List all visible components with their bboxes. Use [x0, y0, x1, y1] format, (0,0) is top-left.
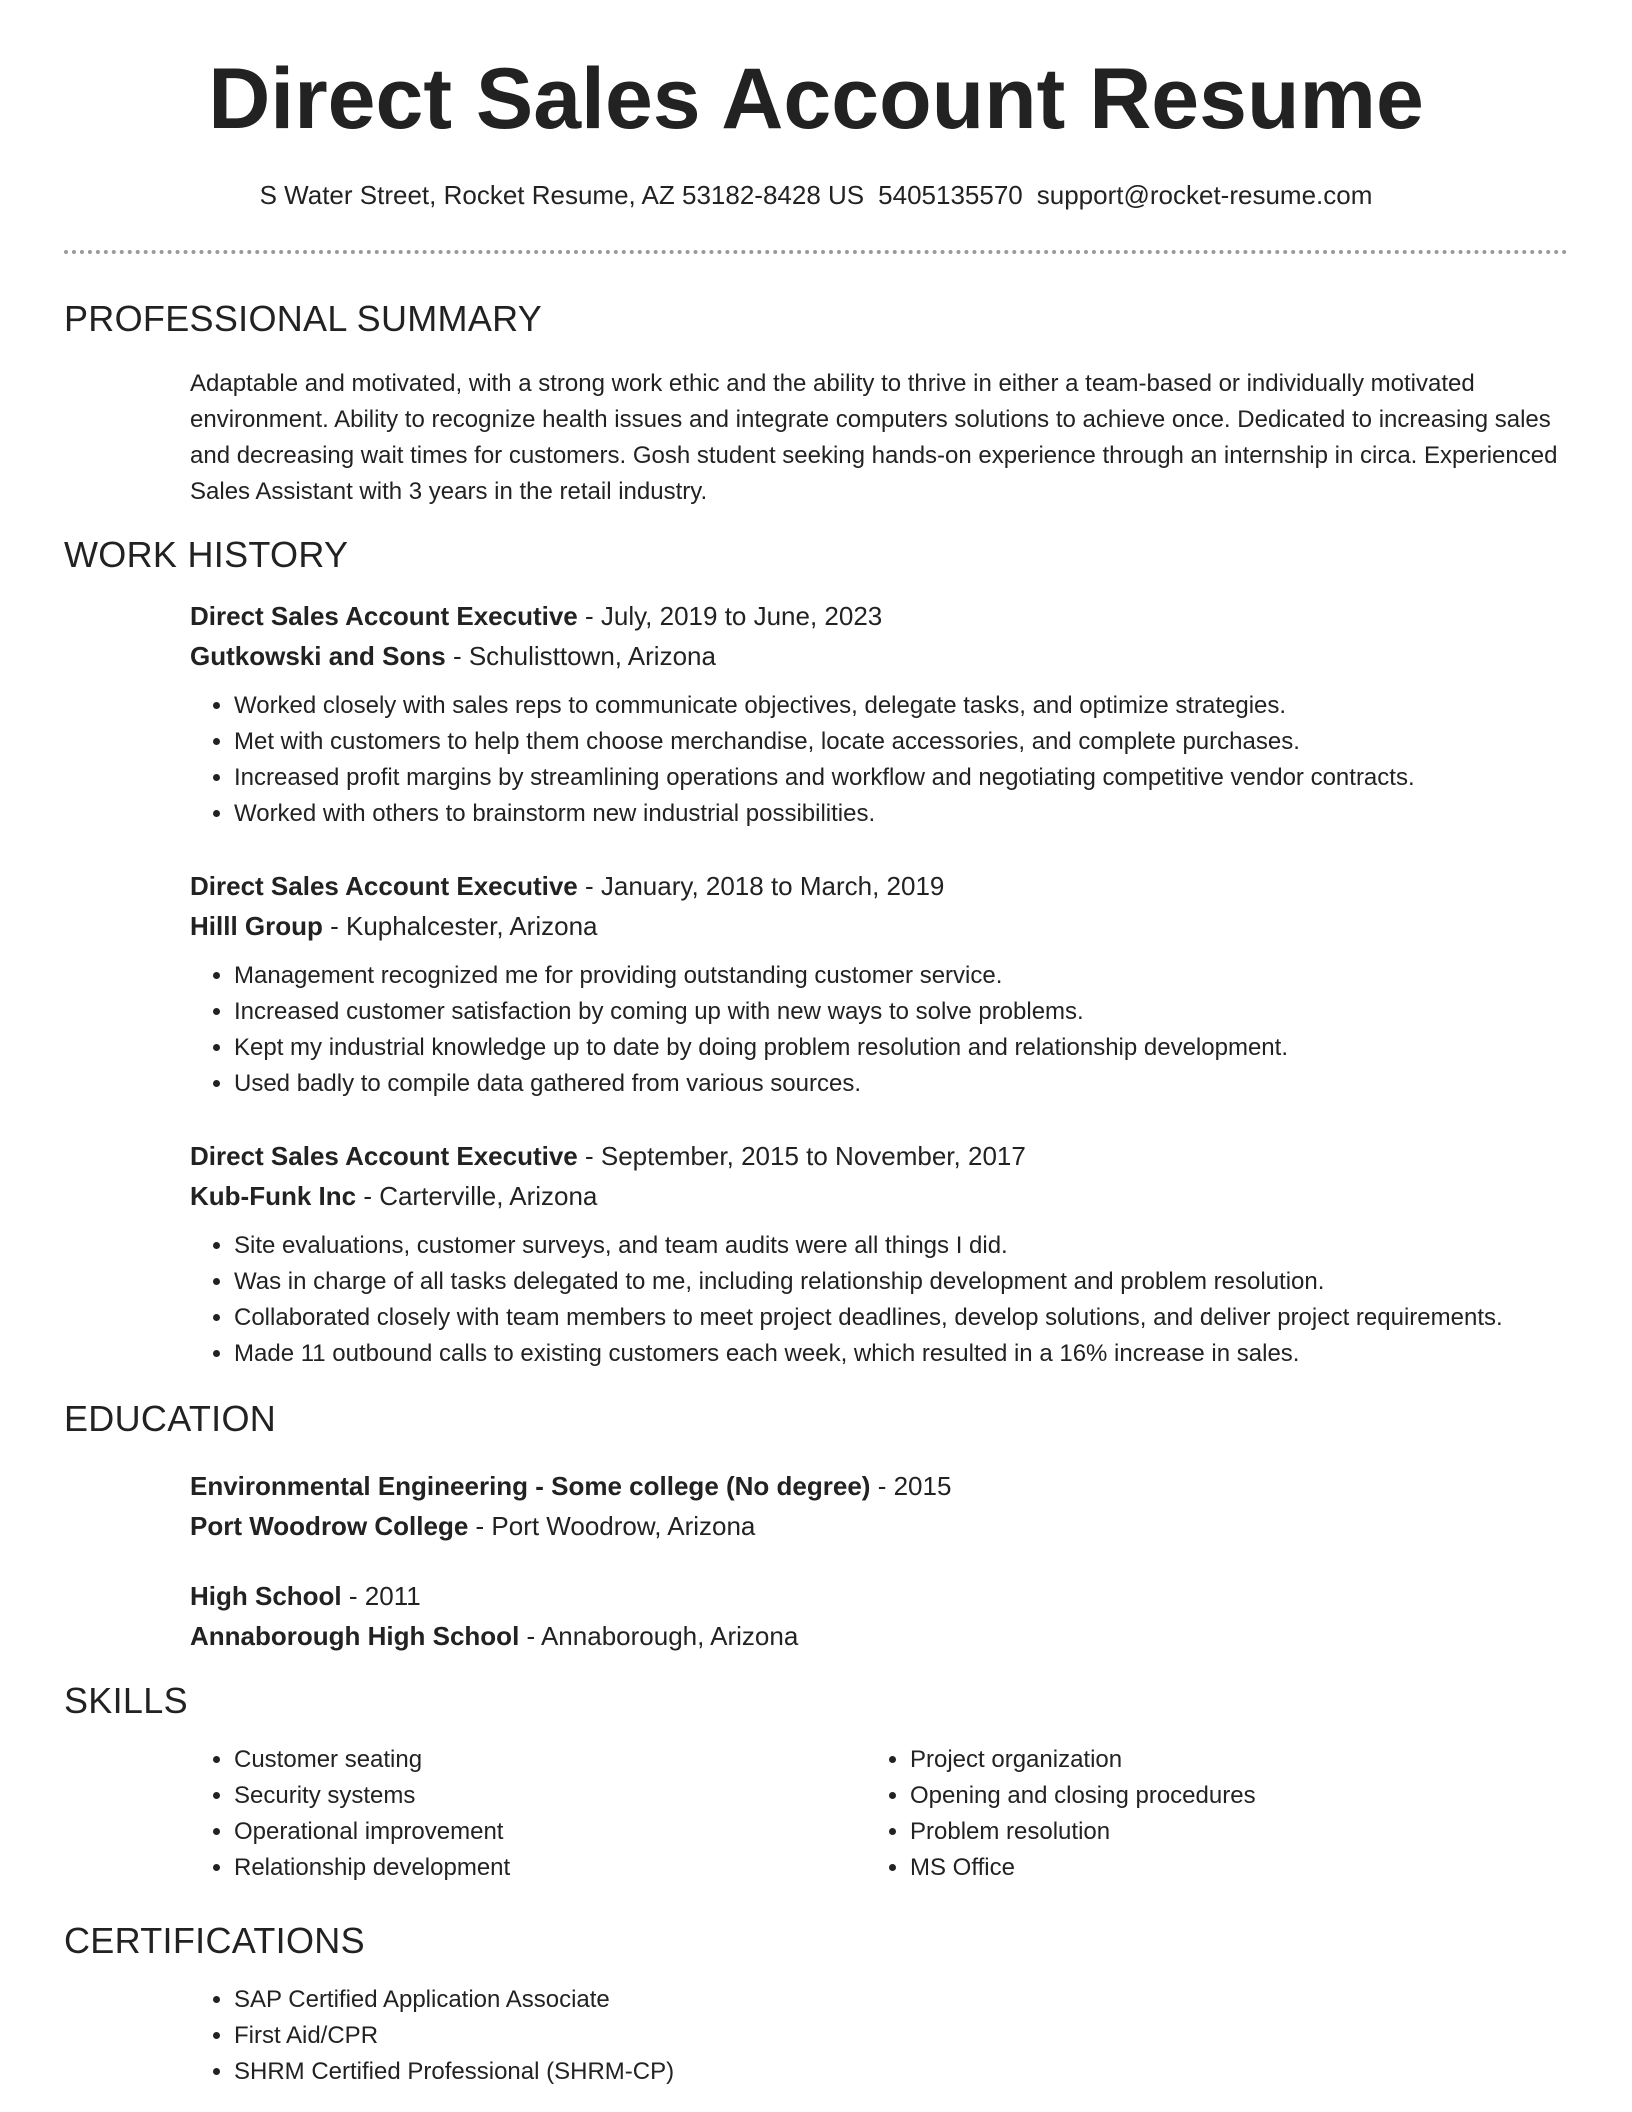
- section-title-certifications: CERTIFICATIONS: [64, 1920, 365, 1961]
- skill-item: • Operational improvement: [234, 1814, 830, 1850]
- section-title-summary: PROFESSIONAL SUMMARY: [64, 298, 543, 339]
- education-entry: [190, 1466, 1580, 1546]
- skills-list: [190, 1742, 830, 1886]
- job-role: Direct Sales Account Executive: [190, 601, 578, 631]
- job-bullet: • Site evaluations, customer surveys, and team audits were all things I did.: [234, 1228, 1580, 1264]
- job-bullet: • Used badly to compile data gathered from various sources.: [234, 1066, 1580, 1102]
- education-school-line: [190, 1506, 1580, 1546]
- job-bullet: • Worked with others to brainstorm new industrial possibilities.: [234, 796, 1580, 832]
- job-bullet: • Increased profit margins by streamlining operations and workflow and negotiating competitive vendor contracts.: [234, 760, 1580, 796]
- skill-item: • Project organization: [910, 1742, 1506, 1778]
- education-school: Annaborough High School: [190, 1621, 520, 1651]
- summary-text: Adaptable and motivated, with a strong work ethic and the ability to thrive in either a team-based or individually motivated environment. Ability to recognize health issues and integrate computers solutions to achieve once. Dedicated to increasing sales and decreasing wait times for customers. Gosh student seeking hands-on experience through an internship in circa. Experienced Sales Assistant with 3 years in the retail industry.: [190, 370, 1558, 505]
- job-bullet: • Increased customer satisfaction by coming up with new ways to solve problems.: [234, 994, 1580, 1030]
- job-company: Kub-Funk Inc: [190, 1181, 357, 1211]
- job-bullet: • Was in charge of all tasks delegated to me, including relationship development and problem resolution.: [234, 1264, 1580, 1300]
- job-bullets: [190, 1228, 1580, 1372]
- education-school-line: [190, 1616, 1580, 1656]
- job-role-line: [190, 866, 1580, 906]
- education-year: - 2015: [870, 1471, 952, 1501]
- certification-item: • SAP Certified Application Associate: [234, 1982, 1090, 2018]
- job-bullet: • Made 11 outbound calls to existing customers each week, which resulted in a 16% increase in sales.: [234, 1336, 1580, 1372]
- job-dates: - January, 2018 to March, 2019: [577, 871, 945, 901]
- skills-column-right: [866, 1742, 1506, 1886]
- contact-phone: 5405135570: [878, 180, 1023, 210]
- header-divider: [64, 250, 1568, 254]
- job-company: Hilll Group: [190, 911, 323, 941]
- certification-item: • SHRM Certified Professional (SHRM-CP): [234, 2054, 1090, 2090]
- skill-item: • Opening and closing procedures: [910, 1778, 1506, 1814]
- job-bullet: • Met with customers to help them choose merchandise, locate accessories, and complete purchases.: [234, 724, 1580, 760]
- contact-address: S Water Street, Rocket Resume, AZ 53182-8428 US: [259, 180, 865, 210]
- job-bullet: • Management recognized me for providing outstanding customer service.: [234, 958, 1580, 994]
- contact-email: support@rocket-resume.com: [1036, 180, 1373, 210]
- job-role: Direct Sales Account Executive: [190, 1141, 578, 1171]
- job-company: Gutkowski and Sons: [190, 641, 446, 671]
- job-bullet: • Collaborated closely with team members to meet project deadlines, develop solutions, and deliver project requirements.: [234, 1300, 1580, 1336]
- section-title-work-history: WORK HISTORY: [64, 534, 349, 575]
- education-school: Port Woodrow College: [190, 1511, 469, 1541]
- contact-line: [0, 180, 1632, 211]
- skill-item: • Problem resolution: [910, 1814, 1506, 1850]
- skill-item: • Customer seating: [234, 1742, 830, 1778]
- job-company-line: [190, 636, 1580, 676]
- job-bullets: [190, 688, 1580, 832]
- job-company-line: [190, 906, 1580, 946]
- education-degree: High School: [190, 1581, 342, 1611]
- education-degree-line: [190, 1466, 1580, 1506]
- certification-item: • First Aid/CPR: [234, 2018, 1090, 2054]
- job-role: Direct Sales Account Executive: [190, 871, 578, 901]
- skills-column-left: [190, 1742, 830, 1886]
- job-location: - Carterville, Arizona: [356, 1181, 598, 1211]
- job-entry: [190, 1136, 1580, 1372]
- skills-list: [866, 1742, 1506, 1886]
- job-role-line: [190, 1136, 1580, 1176]
- education-location: - Annaborough, Arizona: [519, 1621, 799, 1651]
- job-dates: - September, 2015 to November, 2017: [577, 1141, 1026, 1171]
- job-entry: [190, 596, 1580, 832]
- job-role-line: [190, 596, 1580, 636]
- education-entry: [190, 1576, 1580, 1656]
- job-bullet: • Kept my industrial knowledge up to date by doing problem resolution and relationship development.: [234, 1030, 1580, 1066]
- job-entry: [190, 866, 1580, 1102]
- education-degree: Environmental Engineering - Some college (No degree): [190, 1471, 871, 1501]
- section-title-skills: SKILLS: [64, 1680, 188, 1721]
- skill-item: • Security systems: [234, 1778, 830, 1814]
- certifications-list: [190, 1982, 1090, 2090]
- job-location: - Schulisttown, Arizona: [445, 641, 716, 671]
- education-year: - 2011: [341, 1581, 421, 1611]
- education-location: - Port Woodrow, Arizona: [468, 1511, 756, 1541]
- job-company-line: [190, 1176, 1580, 1216]
- section-title-education: EDUCATION: [64, 1398, 277, 1439]
- skill-item: • MS Office: [910, 1850, 1506, 1886]
- job-dates: - July, 2019 to June, 2023: [577, 601, 883, 631]
- job-bullets: [190, 958, 1580, 1102]
- education-degree-line: [190, 1576, 1580, 1616]
- skill-item: • Relationship development: [234, 1850, 830, 1886]
- job-bullet: • Worked closely with sales reps to communicate objectives, delegate tasks, and optimize strategies.: [234, 688, 1580, 724]
- certifications-block: [190, 1982, 1090, 2090]
- resume-title: Direct Sales Account Resume: [208, 51, 1424, 147]
- job-location: - Kuphalcester, Arizona: [322, 911, 598, 941]
